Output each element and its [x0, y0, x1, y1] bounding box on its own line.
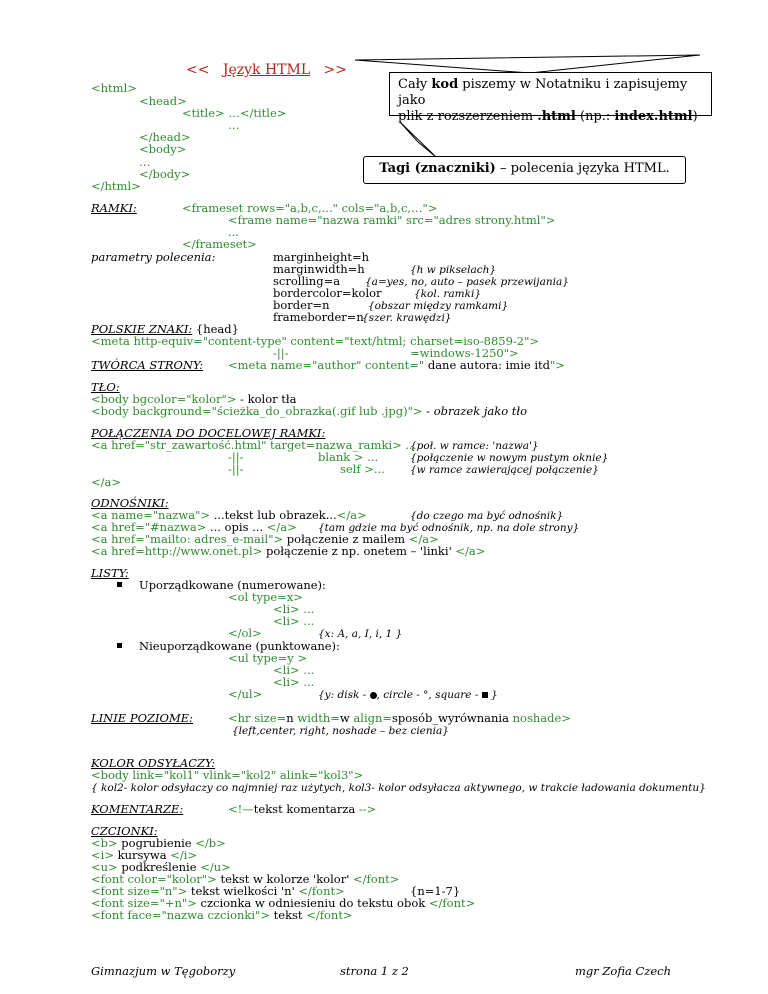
czcionki-u_t: podkreślenie [117, 860, 201, 874]
linie-a: <hr size= [228, 711, 287, 725]
callout1-kod: kod [431, 77, 459, 92]
czcionki-fc_t: tekst w kolorze 'kolor' [216, 872, 354, 886]
polskie-tworca_a: <meta name="author" content=" [228, 358, 425, 372]
skeleton-html-close: </html> [91, 179, 141, 193]
callout2-bold: Tagi (znaczniki) [379, 161, 496, 176]
odnosniki-l3a: <a href="mailto: adres_e-mail"> [91, 532, 284, 546]
section-listy-label: LISTY: [91, 566, 129, 580]
odnosniki-l1b: ...tekst lub obrazek... [210, 508, 337, 522]
ol-comment: {x: A, a, I, i, 1 } [318, 628, 403, 640]
param-frameborder: frameborder=n [273, 310, 364, 324]
czcionki-b_a: <b> [91, 836, 118, 850]
section-polskie-label: POLSKIE ZNAKI: [91, 322, 193, 336]
odnosniki-l2a: <a href="#nazwa> [91, 520, 207, 534]
listy-ul_c2: , circle - °, square - [376, 689, 482, 701]
skeleton-head: <head> [139, 94, 187, 108]
czcionki-i_c: </i> [170, 848, 198, 862]
tlo-l2b: - obrazek jako tło [422, 404, 528, 418]
meta-windows: =windows-1250"> [410, 346, 519, 360]
linie-e: align= [349, 711, 393, 725]
callout1-file: index.html [614, 109, 693, 124]
param-scrolling: scrolling=a [273, 274, 341, 288]
polaczenia-ditto1: -||- [228, 450, 244, 464]
polaczenia-ditto2: -||- [228, 462, 244, 476]
czcionki-fs_t: tekst wielkości 'n' [187, 884, 299, 898]
section-tworca-label: TWÓRCA STRONY: [91, 358, 204, 372]
callout1-pre: Cały [398, 77, 432, 92]
bullet-icon [117, 582, 122, 587]
polskie-head: {head} [192, 322, 239, 336]
param-marginheight: marginheight=h [273, 250, 370, 264]
czcionki-u_a: <u> [91, 860, 118, 874]
section-tlo-label: TŁO: [91, 380, 120, 394]
hr-comment: {left,center, right, noshade – bez cienia} [232, 725, 449, 737]
frameset-line: <frameset rows="a,b,c,..." cols="a,b,c,…"> [182, 201, 438, 215]
czcionki-fs_c: </font> [298, 884, 345, 898]
czcionki-u_c: </u> [200, 860, 231, 874]
disk-icon [370, 692, 377, 699]
kolor-comment: { kol2- kolor odsyłaczy co najmniej raz użytych, kol3- kolor odsyłacza aktywnego, w trakcie ładowania dokumentu} [91, 782, 706, 794]
czcionki-fc_c: </font> [353, 872, 400, 886]
skeleton-ellipsis: … [228, 118, 240, 132]
polaczenia-line2: blank > ... [318, 450, 379, 464]
odnosniki-l4a: <a href=http://www.onet.pl> [91, 544, 263, 558]
ul-open: <ul type=y > [228, 651, 308, 665]
callout1-line2_pre: plik z rozszerzeniem [398, 109, 538, 124]
odnosniki-l2c: </a> [266, 520, 297, 534]
komentarze-b: tekst komentarza [253, 802, 356, 816]
tlo-l1a: <body bgcolor="kolor"> [91, 392, 237, 406]
polskie-tworca_c: "> [550, 358, 565, 372]
callout1-line2_mid: (np.: [575, 109, 615, 124]
odnosnik-c1: {do czego ma być odnośnik} [410, 510, 564, 522]
section-ramki-label: RAMKI: [91, 201, 137, 215]
linie-c: width= [293, 711, 340, 725]
page-title [186, 64, 347, 77]
skeleton-body: <body> [139, 142, 187, 156]
czcionki-b_c: </b> [195, 836, 226, 850]
ul-close: </ul> [228, 687, 263, 701]
odnosniki-l1a: <a name="nazwa"> [91, 508, 210, 522]
footer-page: strona 1 z 2 [340, 964, 409, 978]
odnosnik-c2: {tam gdzie ma być odnośnik, np. na dole strony} [318, 522, 580, 534]
bullet-icon [117, 643, 122, 648]
linie-d: w [339, 711, 350, 725]
callout-tagi [363, 156, 686, 184]
listy-ul_c3: } [487, 689, 498, 701]
ul-li1: <li> ... [273, 663, 315, 677]
polaczenia-line1: <a href="str_zawartość.html" target=nazwa_ramki> ... [91, 438, 417, 452]
meta-charset: <meta http-equiv="content-type" content="text/html; charset=iso-8859-2"> [91, 334, 540, 348]
kolor-line: <body link="kol1" vlink="kol2" alink="kol3"> [91, 768, 364, 782]
meta-ditto: -||- [273, 346, 289, 360]
skeleton-title: <title> …</title> [182, 106, 287, 120]
skeleton-html: <html> [91, 81, 137, 95]
linie-g: noshade> [508, 711, 571, 725]
ol-li2: <li> ... [273, 614, 315, 628]
czcionki-face [91, 909, 353, 922]
ol-close: </ol> [228, 626, 262, 640]
param-marginwidth: marginwidth=h [273, 262, 365, 276]
param-marginwidth-comment: {h w pikselach} [410, 264, 497, 276]
ol-open: <ol type=x> [228, 590, 303, 604]
tlo-l1b: - kolor tła [236, 392, 297, 406]
meta-author [228, 359, 565, 372]
linie-f: sposób_wyrównania [392, 711, 509, 725]
callout1-ext: .html [537, 109, 576, 124]
odnosniki-l3b: połączenie z mailem [283, 532, 409, 546]
czcionki-fp_t: czcionka w odniesieniu do tekstu obok [196, 896, 429, 910]
listy-ordered: Uporządkowane (numerowane): [139, 578, 326, 592]
odnosniki-l3c: </a> [408, 532, 439, 546]
param-frameborder-comment: {szer. krawędzi} [362, 312, 452, 324]
hr-line [228, 712, 571, 725]
skeleton-body-close: </body> [139, 167, 191, 181]
param-bordercolor: bordercolor=kolor [273, 286, 382, 300]
section-odnosniki-label: ODNOŚNIKI: [91, 496, 169, 510]
polaczenia-c2: {połączenie w nowym pustym oknie} [410, 452, 609, 464]
section-komentarze-label: KOMENTARZE: [91, 802, 184, 816]
listy-unordered: Nieuporządkowane (punktowane): [139, 639, 340, 653]
czcionki-i_a: <i> [91, 848, 114, 862]
param-border: border=n [273, 298, 330, 312]
odnosniki-l1c: </a> [336, 508, 367, 522]
param-border-comment: {obszar między ramkami} [368, 300, 509, 312]
frame-line: <frame name="nazwa ramki" src="adres strony.html"> [228, 213, 556, 227]
czcionki-ff_c: </font> [306, 908, 353, 922]
czcionki-b_t: pogrubienie [117, 836, 196, 850]
title-arrows-right: >> [323, 62, 347, 78]
czcionki-fp_c: </font> [428, 896, 476, 910]
frame-ellipsis: ... [228, 225, 239, 239]
skeleton-head-close: </head> [139, 130, 191, 144]
section-kolor-label: KOLOR ODSYŁACZY: [91, 756, 216, 770]
ol-li1: <li> ... [273, 602, 315, 616]
section-czcionki-label: CZCIONKI: [91, 824, 158, 838]
czcionki-fs_a: <font size="n"> [91, 884, 188, 898]
tlo-background [91, 405, 527, 418]
section-linie-label: LINIE POZIOME: [91, 711, 194, 725]
czcionki-i_t: kursywa [113, 848, 171, 862]
ul-li2: <li> ... [273, 675, 315, 689]
polskie-tworca_b: dane autora: imie itd [424, 358, 551, 372]
czcionki-fc_a: <font color="kolor"> [91, 872, 217, 886]
czcionki-fp_a: <font size="+n"> [91, 896, 197, 910]
polaczenia-c1: {poł. w ramce: 'nazwa'} [410, 440, 539, 452]
odnosnik-line4 [91, 545, 485, 558]
footer-author: mgr Zofia Czech [575, 964, 672, 978]
czcionki-ff_t: tekst [269, 908, 307, 922]
listy-ul_c1: {y: disk - [318, 689, 370, 701]
param-bordercolor-comment: {kol. ramki} [414, 288, 482, 300]
params-label: parametry polecenia: [91, 250, 216, 264]
title-text: Język HTML [222, 62, 311, 78]
czcionki-size-range: {n=1-7} [410, 884, 461, 898]
polaczenia-c3: {w ramce zawierającej połączenie} [410, 464, 599, 476]
linie-b: n [286, 711, 294, 725]
callout-kod [389, 72, 712, 124]
footer-school: Gimnazjum w Tęgoborzy [91, 964, 236, 978]
polaczenia-line3: self >... [340, 462, 385, 476]
odnosniki-l2b: ... opis ... [206, 520, 267, 534]
title-arrows-left: << [186, 62, 210, 78]
callout1-mid: piszemy w Notatniku i zapisujemy jako [398, 77, 688, 108]
odnosniki-l4c: </a> [455, 544, 486, 558]
ul-comment [318, 689, 498, 702]
frameset-close: </frameset> [182, 237, 257, 251]
skeleton-ellipsis-2: … [139, 155, 151, 169]
czcionki-ff_a: <font face="nazwa czcionki"> [91, 908, 270, 922]
komentarz-line [228, 803, 376, 816]
tlo-l2a: <body background="ścieżka_do_obrazka(.gif lub .jpg)"> [91, 404, 423, 418]
callout1-line2_end: ) [692, 109, 698, 124]
callout2-rest: – polecenia języka HTML. [495, 161, 670, 176]
komentarze-a: <!— [228, 802, 254, 816]
param-scrolling-comment: {a=yes, no, auto – pasek przewijania} [365, 276, 569, 288]
komentarze-c: --> [355, 802, 377, 816]
odnosniki-l4b: połączenie z np. onetem – 'linki' [262, 544, 456, 558]
section-polaczenia-label: POŁĄCZENIA DO DOCELOWEJ RAMKI: [91, 426, 326, 440]
polaczenia-close: </a> [91, 475, 122, 489]
